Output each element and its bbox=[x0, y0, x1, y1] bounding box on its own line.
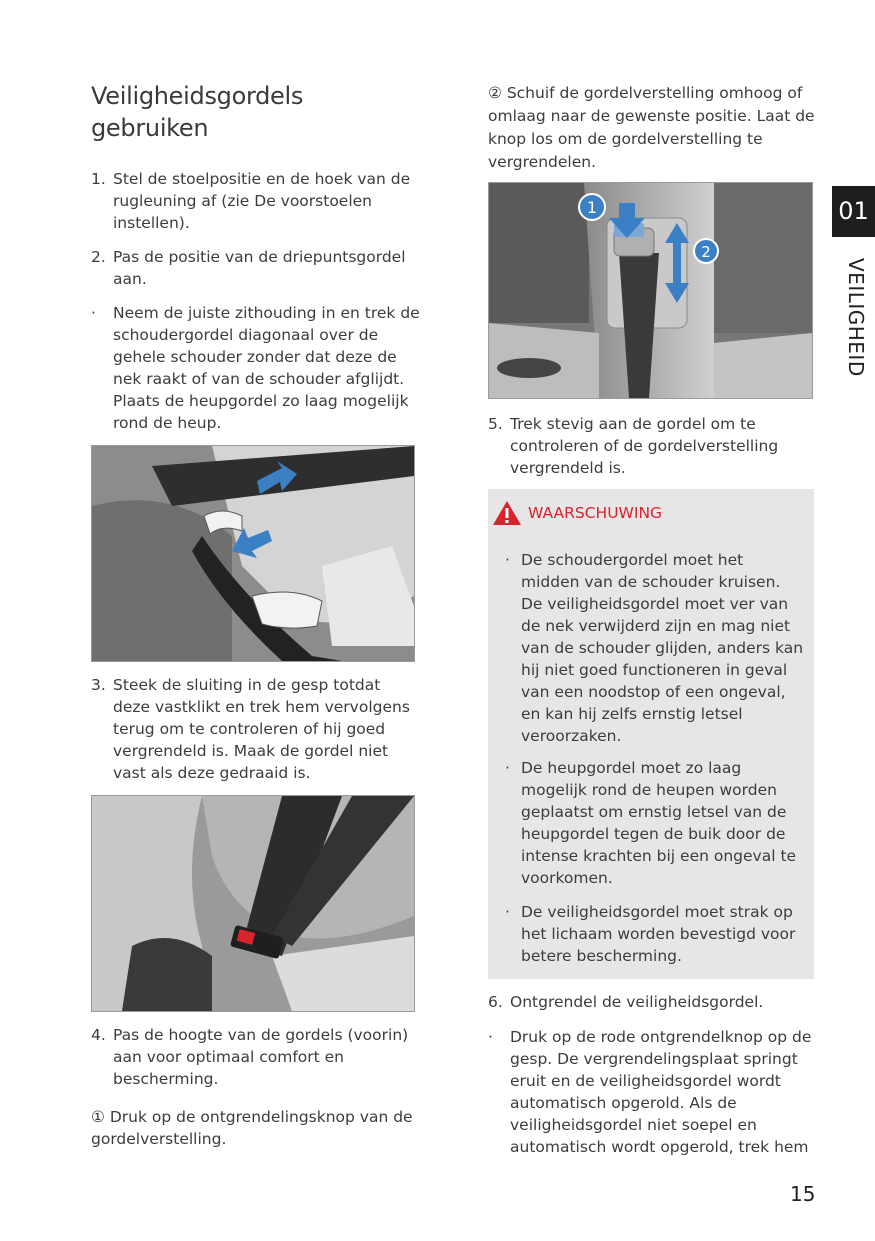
bullet-text: De schoudergordel moet het midden van de schouder kruisen. De veiligheidsgordel moet ver van de nek verwijderd zijn en mag niet van de schouder glijden, anders kan hij niet goed functioneren in geval van een noodstop of een ongeval, en kan hij zelfs ernstig letsel veroorzaken. bbox=[521, 551, 804, 745]
step-1 bbox=[91, 168, 421, 236]
figure-shoulder-belt-illustration bbox=[92, 446, 414, 661]
step-text: Ontgrendel de veiligheidsgordel. bbox=[510, 993, 764, 1011]
figure-buckle bbox=[91, 795, 415, 1012]
step-text: Steek de sluiting in de gesp totdat deze vastklikt en trek hem vervolgens terug om te controleren of hij goed vergrendeld is. Maak de gordel niet vast als deze gedraaid is. bbox=[113, 676, 410, 782]
section-number-tab: 01 bbox=[832, 186, 875, 237]
step-number: 6. bbox=[488, 993, 503, 1011]
warning-header bbox=[492, 499, 662, 527]
step-4 bbox=[91, 1024, 421, 1092]
bullet-dot: · bbox=[91, 304, 96, 322]
bullet-text: Neem de juiste zithouding in en trek de schoudergordel diagonaal over de gehele schouder zonder dat deze de nek raakt of van de schouder afglijdt. Plaats de heupgordel zo laag mogelijk rond de heup. bbox=[113, 304, 420, 432]
step-number: 2. bbox=[91, 248, 106, 266]
figure-shoulder-belt bbox=[91, 445, 415, 662]
marker-1-label: 1 bbox=[586, 198, 598, 217]
step-2 bbox=[91, 246, 421, 292]
step-text: Pas de hoogte van de gordels (voorin) aan voor optimaal comfort en bescherming. bbox=[113, 1026, 409, 1088]
step-6 bbox=[488, 991, 818, 1015]
bullet-text: Druk op de rode ontgrendelknop op de gesp. De vergrendelingsplaat springt eruit en de veiligheidsgordel wordt automatisch opgerold. Als de veiligheidsgordel niet soepel en automatisch wordt opgerold, trek hem bbox=[510, 1028, 812, 1156]
warning-bullet-3 bbox=[505, 901, 805, 969]
bullet-dot: · bbox=[505, 903, 510, 921]
page-number: 15 bbox=[790, 1182, 816, 1206]
step-text: Stel de stoelpositie en de hoek van de rugleuning af (zie De voorstoelen instellen). bbox=[113, 170, 411, 232]
bullet-dot: · bbox=[505, 551, 510, 569]
warning-title: WAARSCHUWING bbox=[528, 504, 663, 522]
section-label: VEILIGHEID bbox=[844, 258, 868, 377]
step-number: 5. bbox=[488, 415, 503, 433]
warning-box bbox=[488, 489, 814, 979]
marker-2-label: 2 bbox=[701, 243, 711, 261]
note-1: ① Druk op de ontgrendelingsknop van de gordelverstelling. bbox=[91, 1108, 413, 1148]
step-number: 3. bbox=[91, 676, 106, 694]
warning-bullet-1 bbox=[505, 549, 805, 749]
step-number: 4. bbox=[91, 1026, 106, 1044]
step-3 bbox=[91, 674, 421, 786]
step-number: 1. bbox=[91, 170, 106, 188]
bullet-text: De heupgordel moet zo laag mogelijk rond de heupen worden geplaatst om ernstig letsel van de heupgordel tegen de buik door de intense krachten bij een ongeval te voorkomen. bbox=[521, 759, 797, 887]
step-text: Pas de positie van de driepuntsgordel aan. bbox=[113, 248, 406, 288]
page-title: Veiligheidsgordels gebruiken bbox=[91, 82, 304, 142]
figure-buckle-illustration bbox=[92, 796, 414, 1011]
figure-height-adjuster bbox=[488, 182, 813, 399]
warning-triangle-icon bbox=[492, 500, 522, 526]
warning-bullet-2 bbox=[505, 757, 805, 891]
step-5 bbox=[488, 413, 818, 481]
bullet-dot: · bbox=[505, 759, 510, 777]
step-text: Trek stevig aan de gordel om te controleren of de gordelverstelling vergrendeld is. bbox=[510, 415, 779, 477]
note-2: ② Schuif de gordelverstelling omhoog of omlaag naar de gewenste positie. Laat de knop los om de gordelverstelling te vergrendelen. bbox=[488, 84, 815, 171]
figure-height-adjuster-illustration bbox=[489, 183, 812, 398]
bullet-text: De veiligheidsgordel moet strak op het lichaam worden bevestigd voor betere bescherming. bbox=[521, 903, 796, 965]
step-2-bullet bbox=[91, 302, 421, 436]
bullet-dot: · bbox=[488, 1028, 493, 1046]
step-6-bullet bbox=[488, 1026, 818, 1160]
